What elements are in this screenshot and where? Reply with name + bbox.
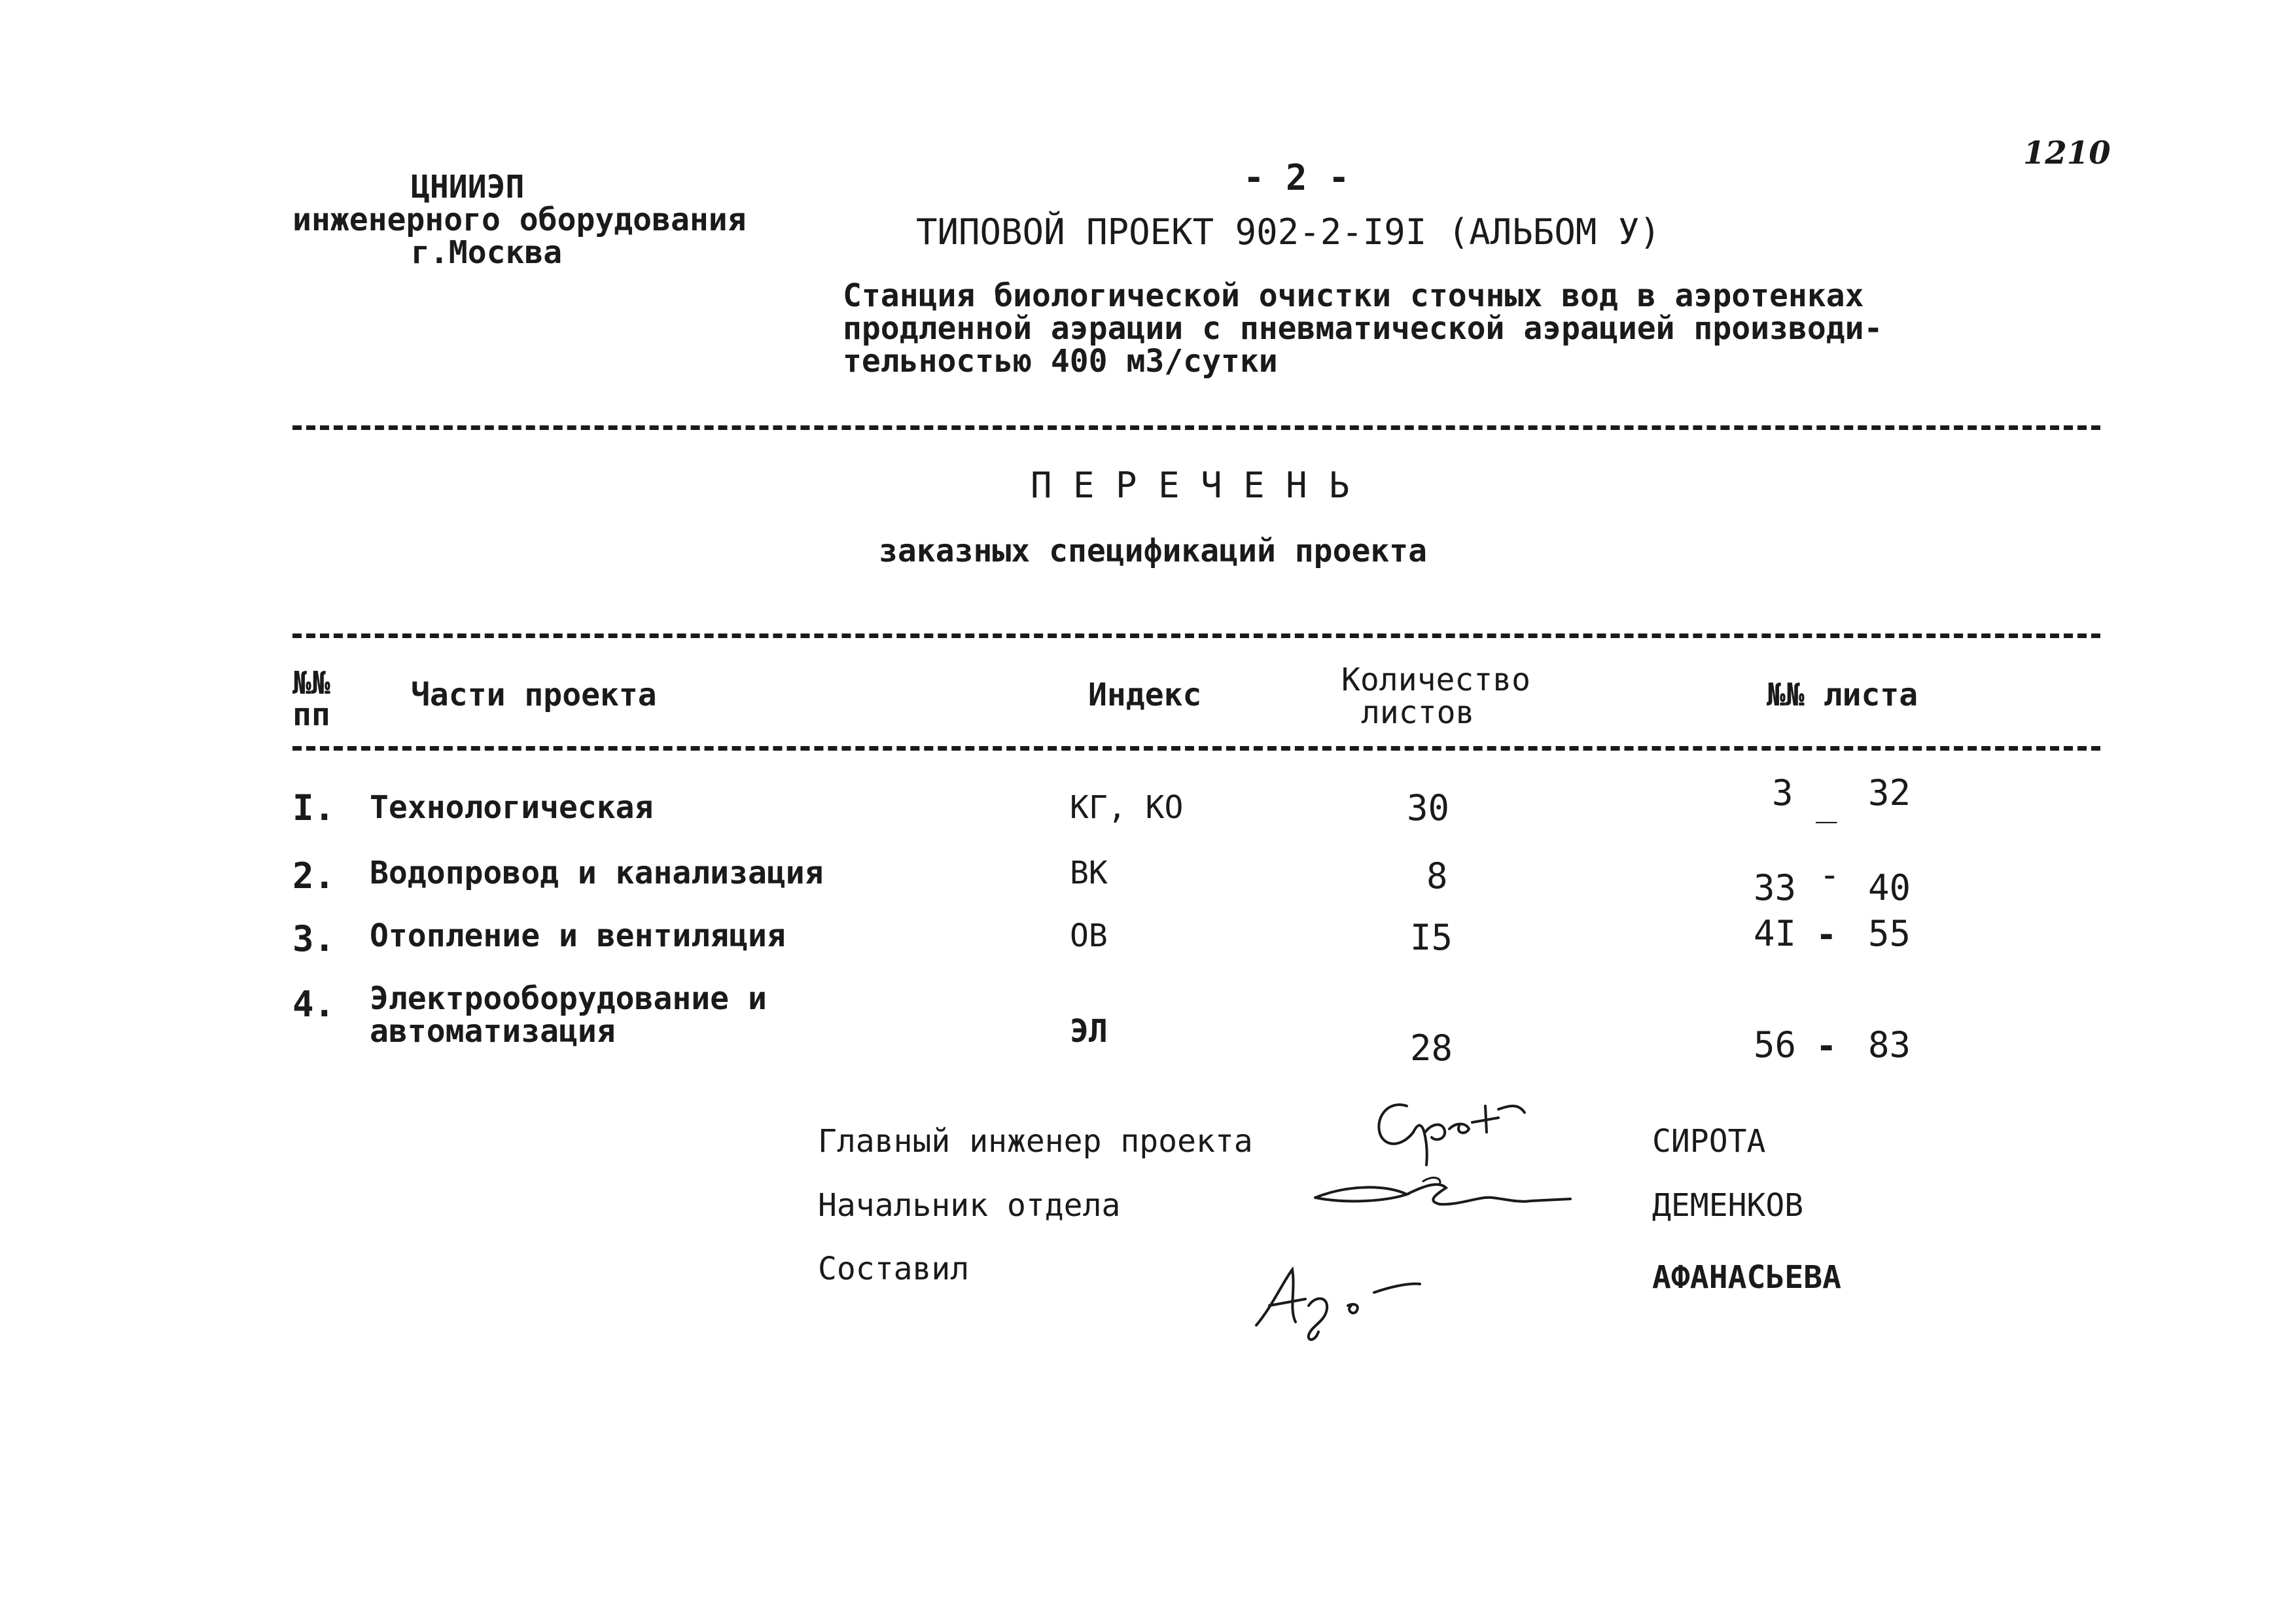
signature-role-chief-engineer: Главный инженер проекта (818, 1123, 1253, 1160)
list-subtitle: заказных спецификаций проекта (879, 533, 1428, 569)
row-3-part: Отопление и вентиляция (370, 918, 786, 954)
row-4-part-line-1: Электрооборудование и (370, 980, 767, 1017)
project-description-line-3: тельностью 400 м3/сутки (843, 343, 1278, 380)
row-3-number: 3. (292, 918, 336, 959)
signature-name-compiler: АФАНАСЬЕВА (1652, 1259, 1841, 1296)
row-4-count: 28 (1410, 1027, 1453, 1069)
row-2-sheet-from: 33 (1754, 867, 1797, 908)
project-title: ТИПОВОЙ ПРОЕКТ 902-2-I9I (АЛЬБОМ У) (916, 211, 1661, 253)
row-1-sheet-separator: _ (1816, 782, 1837, 823)
row-3-sheet-separator: - (1816, 914, 1837, 955)
row-4-number: 4. (292, 984, 336, 1025)
row-4-part-line-2: автоматизация (370, 1013, 616, 1050)
header-index: Индекс (1088, 677, 1202, 713)
signature-role-compiler: Составил (818, 1251, 970, 1287)
row-4-sheet-separator: - (1816, 1026, 1837, 1067)
row-2-sheet-to: 40 (1868, 867, 1911, 908)
signature-mark-chief-engineer (1368, 1093, 1577, 1171)
row-4-index: ЭЛ (1070, 1013, 1108, 1050)
row-1-count: 30 (1407, 787, 1450, 829)
row-2-number: 2. (292, 855, 336, 897)
header-sheet-numbers: №№ листа (1767, 677, 1918, 713)
row-3-sheet-from: 4I (1754, 913, 1797, 954)
header-number-line-2: пп (292, 696, 330, 733)
signature-name-chief-engineer: СИРОТА (1652, 1123, 1766, 1160)
signature-name-department-head: ДЕМЕНКОВ (1652, 1187, 1804, 1224)
separator-table-header (292, 746, 2100, 751)
signature-mark-compiler (1243, 1243, 1479, 1348)
row-2-sheet-separator: - (1819, 854, 1841, 895)
organization-subtitle: инженерного оборудования (292, 202, 747, 238)
row-3-index: ОВ (1070, 918, 1108, 954)
signature-role-department-head: Начальник отдела (818, 1187, 1121, 1224)
organization-city: г.Москва (411, 234, 563, 271)
signature-mark-department-head (1309, 1165, 1583, 1224)
page-stamp: 1210 (2023, 135, 2111, 171)
row-2-index: ВК (1070, 855, 1108, 891)
header-count-line-2: листов (1361, 694, 1475, 731)
project-description-line-2: продленной аэрации с пневматической аэрацией производи- (843, 310, 1883, 347)
header-number-line-1: №№ (292, 665, 330, 702)
row-1-sheet-to: 32 (1868, 772, 1911, 813)
separator-table-top (292, 633, 2100, 638)
row-1-part: Технологическая (370, 789, 654, 826)
header-part: Части проекта (411, 677, 657, 713)
row-1-sheet-from: 3 (1772, 772, 1793, 813)
row-3-sheet-to: 55 (1868, 913, 1911, 954)
row-3-count: I5 (1410, 917, 1453, 958)
row-1-number: I. (292, 787, 336, 829)
project-description-line-1: Станция биологической очистки сточных вод в аэротенках (843, 277, 1864, 314)
row-4-sheet-to: 83 (1868, 1024, 1911, 1065)
row-2-count: 8 (1426, 855, 1448, 897)
organization-name: ЦНИИЭП (411, 169, 525, 205)
row-1-index: КГ, КО (1070, 789, 1184, 826)
separator-top (292, 425, 2100, 430)
page-number: - 2 - (1243, 157, 1350, 198)
row-4-sheet-from: 56 (1754, 1024, 1797, 1065)
list-title: П Е Р Е Ч Е Н Ь (1031, 465, 1350, 506)
row-2-part: Водопровод и канализация (370, 855, 824, 891)
header-count-line-1: Количество (1341, 662, 1530, 698)
